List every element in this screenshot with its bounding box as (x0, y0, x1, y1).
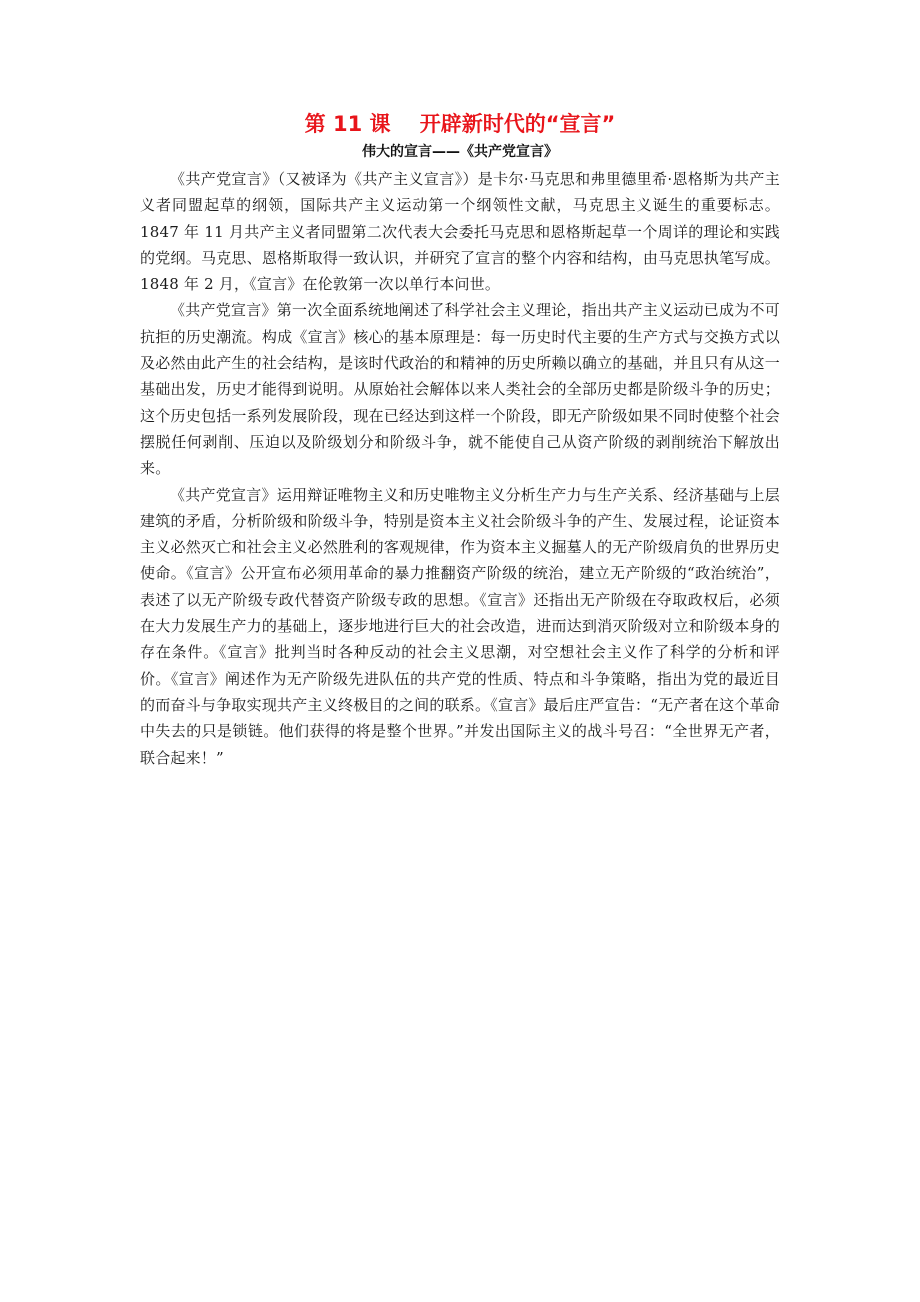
lesson-title: 第 11 课 开辟新时代的“宣言” (304, 112, 616, 136)
paragraph-2: 《共产党宣言》第一次全面系统地阐述了科学社会主义理论，指出共产主义运动已成为不可抗拒的历史潮流。构成《宣言》核心的基本原理是：每一历史时代主要的生产方式与交换方式以及必然由此产生的社会结构，是该时代政治的和精神的历史所赖以确立的基础，并且只有从这一基础出发，历史才能得到说明。从原始社会解体以来人类社会的全部历史都是阶级斗争的历史；这个历史包括一系列发展阶段，现在已经达到这样一个阶段，即无产阶级如果不同时使整个社会摆脱任何剥削、压迫以及阶级划分和阶级斗争，就不能使自己从资产阶级的剥削统治下解放出来。 (140, 301, 780, 478)
paragraph-3: 《共产党宣言》运用辩证唯物主义和历史唯物主义分析生产力与生产关系、经济基础与上层建筑的矛盾，分析阶级和阶级斗争，特别是资本主义社会阶级斗争的产生、发展过程，论证资本主义必然灭亡和社会主义必然胜利的客观规律，作为资本主义掘墓人的无产阶级肩负的世界历史使命。《宣言》公开宣布必须用革命的暴力推翻资产阶级的统治，建立无产阶级的“政治统治”，表述了以无产阶级专政代替资产阶级专政的思想。《宣言》还指出无产阶级在夺取政权后，必须在大力发展生产力的基础上，逐步地进行巨大的社会改造，进而达到消灭阶级对立和阶级本身的存在条件。《宣言》批判当时各种反动的社会主义思潮，对空想社会主义作了科学的分析和评价。《宣言》阐述作为无产阶级先进队伍的共产党的性质、特点和斗争策略，指出为党的最近目的而奋斗与争取实现共产主义终极目的之间的联系。《宣言》最后庄严宣告：“无产者在这个革命中失去的只是锁链。他们获得的将是整个世界。”并发出国际主义的战斗号召：“全世界无产者，联合起来！” (140, 485, 780, 767)
section-subtitle: 伟大的宣言——《共产党宣言》 (362, 144, 558, 160)
paragraph-1: 《共产党宣言》（又被译为《共产主义宣言》）是卡尔·马克思和弗里德里希·恩格斯为共产主义者同盟起草的纲领，国际共产主义运动第一个纲领性文献，马克思主义诞生的重要标志。1847 年 11 月共产主义者同盟第二次代表大会委托马克思和恩格斯起草一个周详的理论和实践的党纲。马克思、恩格斯取得一致认识，并研究了宣言的整个内容和结构，由马克思执笔写成。1848 年 2 月，《宣言》在伦敦第一次以单行本问世。 (140, 170, 780, 294)
document-page (140, 108, 780, 771)
